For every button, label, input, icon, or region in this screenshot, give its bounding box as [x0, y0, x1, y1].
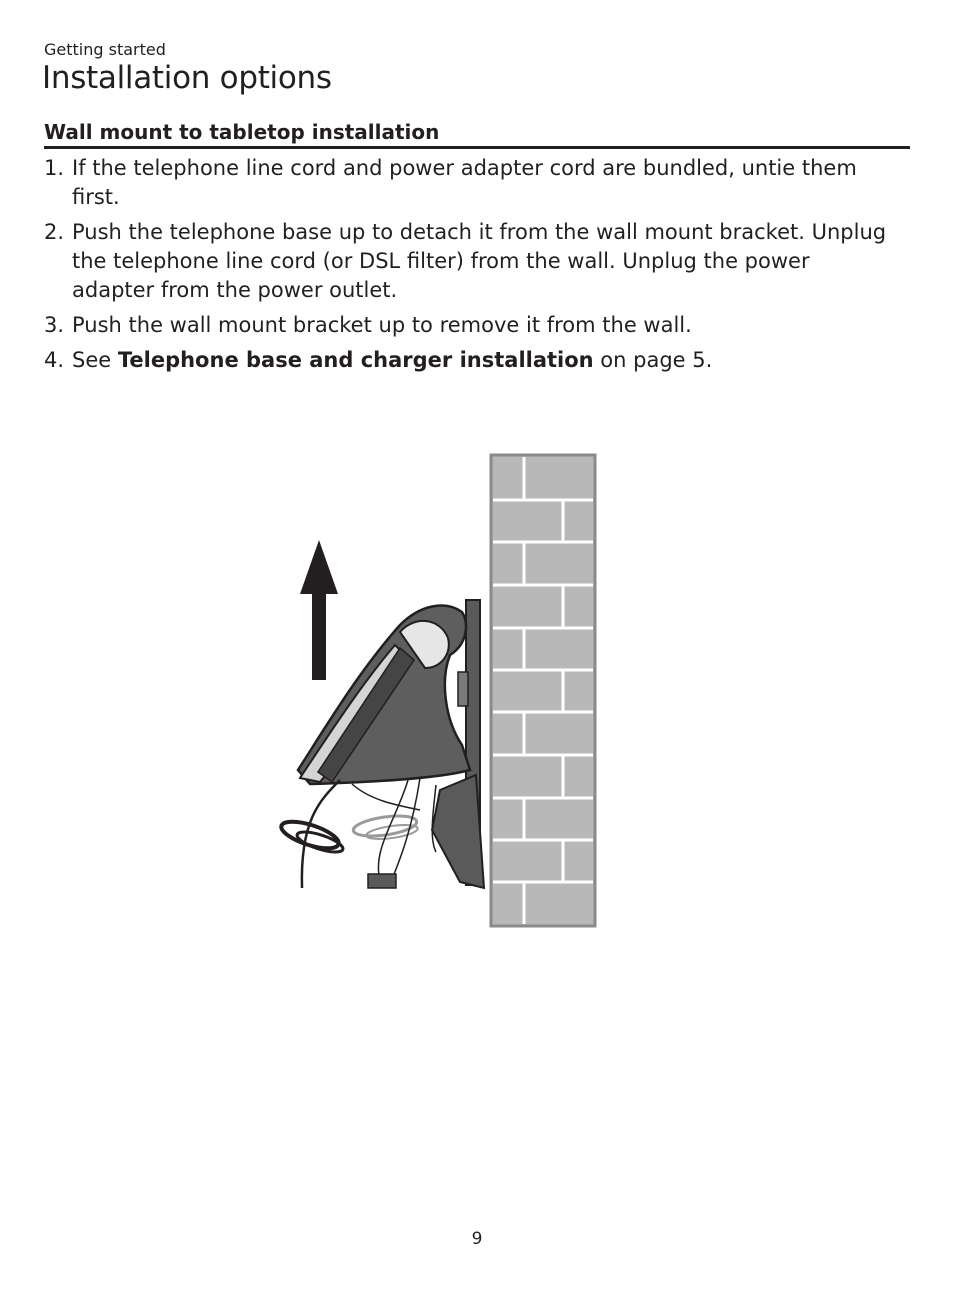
- page-number: 9: [471, 1229, 483, 1249]
- subheading: Wall mount to tabletop installation: [44, 120, 910, 149]
- step-2: [44, 218, 894, 305]
- dsl-filter-icon: [368, 874, 396, 888]
- step-3: [44, 311, 894, 340]
- cross-reference: Telephone base and charger installation: [117, 348, 594, 372]
- step-number: 1.: [44, 156, 65, 180]
- step-number: 2.: [44, 220, 65, 244]
- step-text: Push the wall mount bracket up to remove it from the wall.: [72, 313, 692, 337]
- step-text-prefix: See: [72, 348, 118, 372]
- page-title: Installation options: [42, 60, 332, 96]
- step-number: 3.: [44, 313, 65, 337]
- step-4: [44, 346, 894, 375]
- section-label: Getting started: [44, 40, 166, 59]
- step-1: [44, 154, 894, 212]
- brick-wall-icon: [491, 455, 595, 926]
- step-text: If the telephone line cord and power adapter cord are bundled, untie them first.: [72, 156, 857, 209]
- step-number: 4.: [44, 348, 65, 372]
- arrow-up-icon: [300, 540, 338, 680]
- step-text-suffix: on page 5.: [593, 348, 713, 372]
- wall-mount-removal-illustration: [262, 450, 602, 930]
- step-text: Push the telephone base up to detach it from the wall mount bracket. Unplug the telephone line cord (or DSL filter) from the wall. Unplug the power adapter from the power outlet.: [72, 220, 887, 302]
- cords-icon: [278, 778, 436, 888]
- instruction-list: [44, 154, 894, 381]
